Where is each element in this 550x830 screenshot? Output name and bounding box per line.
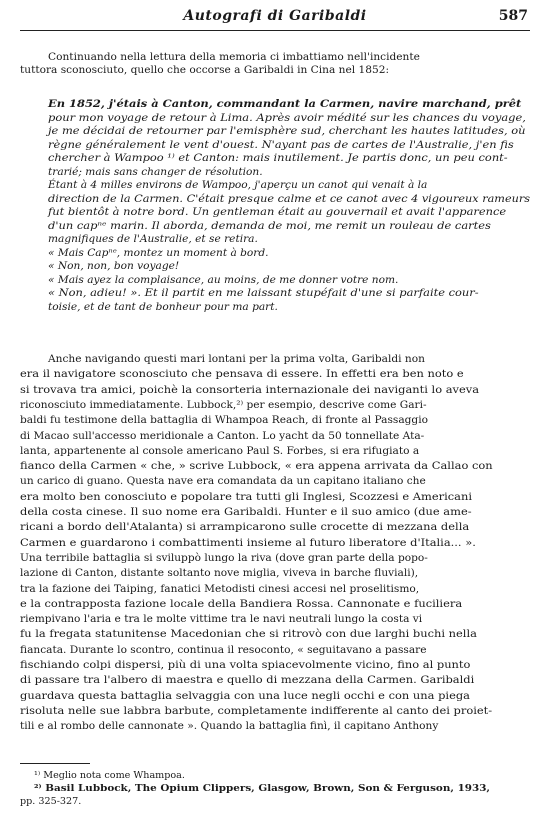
body-line: di Macao sull'accesso meridionale a Canton. Lo yacht da 50 tonnellate Ata-	[20, 429, 425, 442]
quote-line: « Non, non, bon voyage!	[48, 260, 180, 272]
quote-line: Étant à 4 milles environs de Wampoo, j'aperçu un canot qui venait à la	[48, 179, 428, 191]
body-line: guardava questa battaglia selvaggia con una luce negli occhi e con una piega	[20, 689, 470, 702]
body-line: riconosciuto immediatamente. Lubbock,²⁾ per esempio, descrive come Gari-	[20, 398, 427, 411]
quote-line: pour mon voyage de retour à Lima. Après avoir médité sur les chances du voyage,	[48, 111, 526, 124]
quote-line: En 1852, j'étais à Canton, commandant la Carmen, navire marchand, prêt	[48, 98, 522, 110]
body-line: fiancata. Durante lo scontro, continua il resoconto, « seguitavano a passare	[20, 643, 427, 656]
quote-line: chercher à Wampoo ¹⁾ et Canton: mais inutilement. Je partis donc, un peu cont-	[48, 152, 508, 164]
body-line: lazione di Canton, distante soltanto nove miglia, viveva in barche fluviali),	[20, 567, 419, 580]
body-line: tili e al rombo delle cannonate ». Quando la battaglia finì, il capitano Anthony	[20, 720, 439, 733]
quote-line: « Non, adieu! ». Et il partit en me laissant stupéfait d'une si parfaite cour-	[48, 287, 479, 299]
body-line: tra la fazione dei Taiping, fanatici Metodisti cinesi accesi nel proselitismo,	[20, 582, 420, 595]
footnote-rule	[20, 763, 90, 764]
body-line: riempivano l'aria e tra le molte vittime tra le navi neutrali lungo la costa vi	[20, 613, 423, 626]
header-rule	[20, 30, 530, 31]
intro-line: Continuando nella lettura della memoria ci imbattiamo nell'incidente	[48, 51, 420, 63]
body-line: fu la fregata statunitense Macedonian che si ritrovò con due larghi buchi nella	[20, 628, 477, 641]
body-line: risoluta nelle sue labbra barbute, completamente indifferente al canto dei proiet-	[20, 704, 493, 717]
body-line: della costa cinese. Il suo nome era Garibaldi. Hunter e il suo amico (due ame-	[20, 506, 472, 518]
quote-line: magnifiques de l'Australie, et se retira.	[48, 233, 258, 245]
body-line: si trovava tra amici, poichè la consorteria internazionale dei naviganti lo aveva	[20, 383, 480, 396]
quote-line: direction de la Carmen. C'était presque calme et ce canot avec 4 vigoureux rameurs	[48, 192, 531, 205]
quote-line: d'un capⁿᵉ marin. Il aborda, demanda de moi, me remit un rouleau de cartes	[48, 219, 491, 232]
quote-line: trarié; mais sans changer de résolution.	[48, 165, 263, 178]
intro-line: tuttora sconosciuto, quello che occorse a Garibaldi in Cina nel 1852:	[20, 64, 390, 77]
body-line: lanta, appartenente al console americano Paul S. Forbes, si era rifugiato a	[20, 444, 420, 457]
body-line: Una terribile battaglia si sviluppò lungo la riva (dove gran parte della popo-	[20, 551, 428, 564]
quote-line: « Mais ayez la complaisance, au moins, de me donner votre nom.	[48, 273, 399, 286]
footnote: pp. 325-327.	[20, 796, 82, 807]
body-line: era il navigatore sconosciuto che pensava di essere. In effetti era ben noto e	[20, 368, 464, 381]
running-header	[20, 8, 530, 30]
quote-line: je me décidai de retourner par l'emisphère sud, cherchant les hautes latitudes, où	[48, 125, 526, 137]
body-line: era molto ben conosciuto e popolare tra tutti gli Inglesi, Scozzesi e Americani	[20, 490, 473, 503]
body-line: Carmen e guardarono i combattimenti insieme al futuro liberatore d'Italia... ».	[20, 536, 476, 549]
quote-line: fut bientôt à notre bord. Un gentleman était au gouvernail et avait l'apparence	[48, 206, 507, 218]
quote-line: « Mais Capⁿᵉ, montez un moment à bord.	[48, 246, 269, 259]
header-title: Autografi di Garibaldi	[183, 8, 367, 24]
body-line: di passare tra l'albero di maestra e quello di mezzana della Carmen. Garibaldi	[20, 674, 475, 687]
quote-line: toisie, et de tant de bonheur pour ma part.	[48, 300, 278, 313]
page-number: 587	[498, 8, 528, 24]
footnote: ¹⁾ Meglio nota come Whampoa.	[34, 770, 185, 781]
body-line: fianco della Carmen « che, » scrive Lubbock, « era appena arrivata da Callao con	[20, 460, 493, 473]
body-line: ricani a bordo dell'Atalanta) si arrampicarono sulle crocette di mezzana della	[20, 521, 470, 534]
footnote: ²⁾ Basil Lubbock, The Opium Clippers, Glasgow, Brown, Son & Ferguson, 1933,	[34, 783, 491, 794]
body-line: fischiando colpi dispersi, più di una volta spiacevolmente vicino, fino al punto	[20, 659, 471, 671]
body-line: e la contrapposta fazione locale della Bandiera Rossa. Cannonate e fuciliera	[20, 597, 463, 610]
quote-line: règne généralement le vent d'ouest. N'ayant pas de cartes de l'Australie, j'en fis	[48, 138, 514, 151]
body-line: baldi fu testimone della battaglia di Whampoa Reach, di fronte al Passaggio	[20, 414, 428, 427]
body-line: un carico di guano. Questa nave era comandata da un capitano italiano che	[20, 475, 426, 488]
body-line: Anche navigando questi mari lontani per la prima volta, Garibaldi non	[48, 353, 425, 365]
